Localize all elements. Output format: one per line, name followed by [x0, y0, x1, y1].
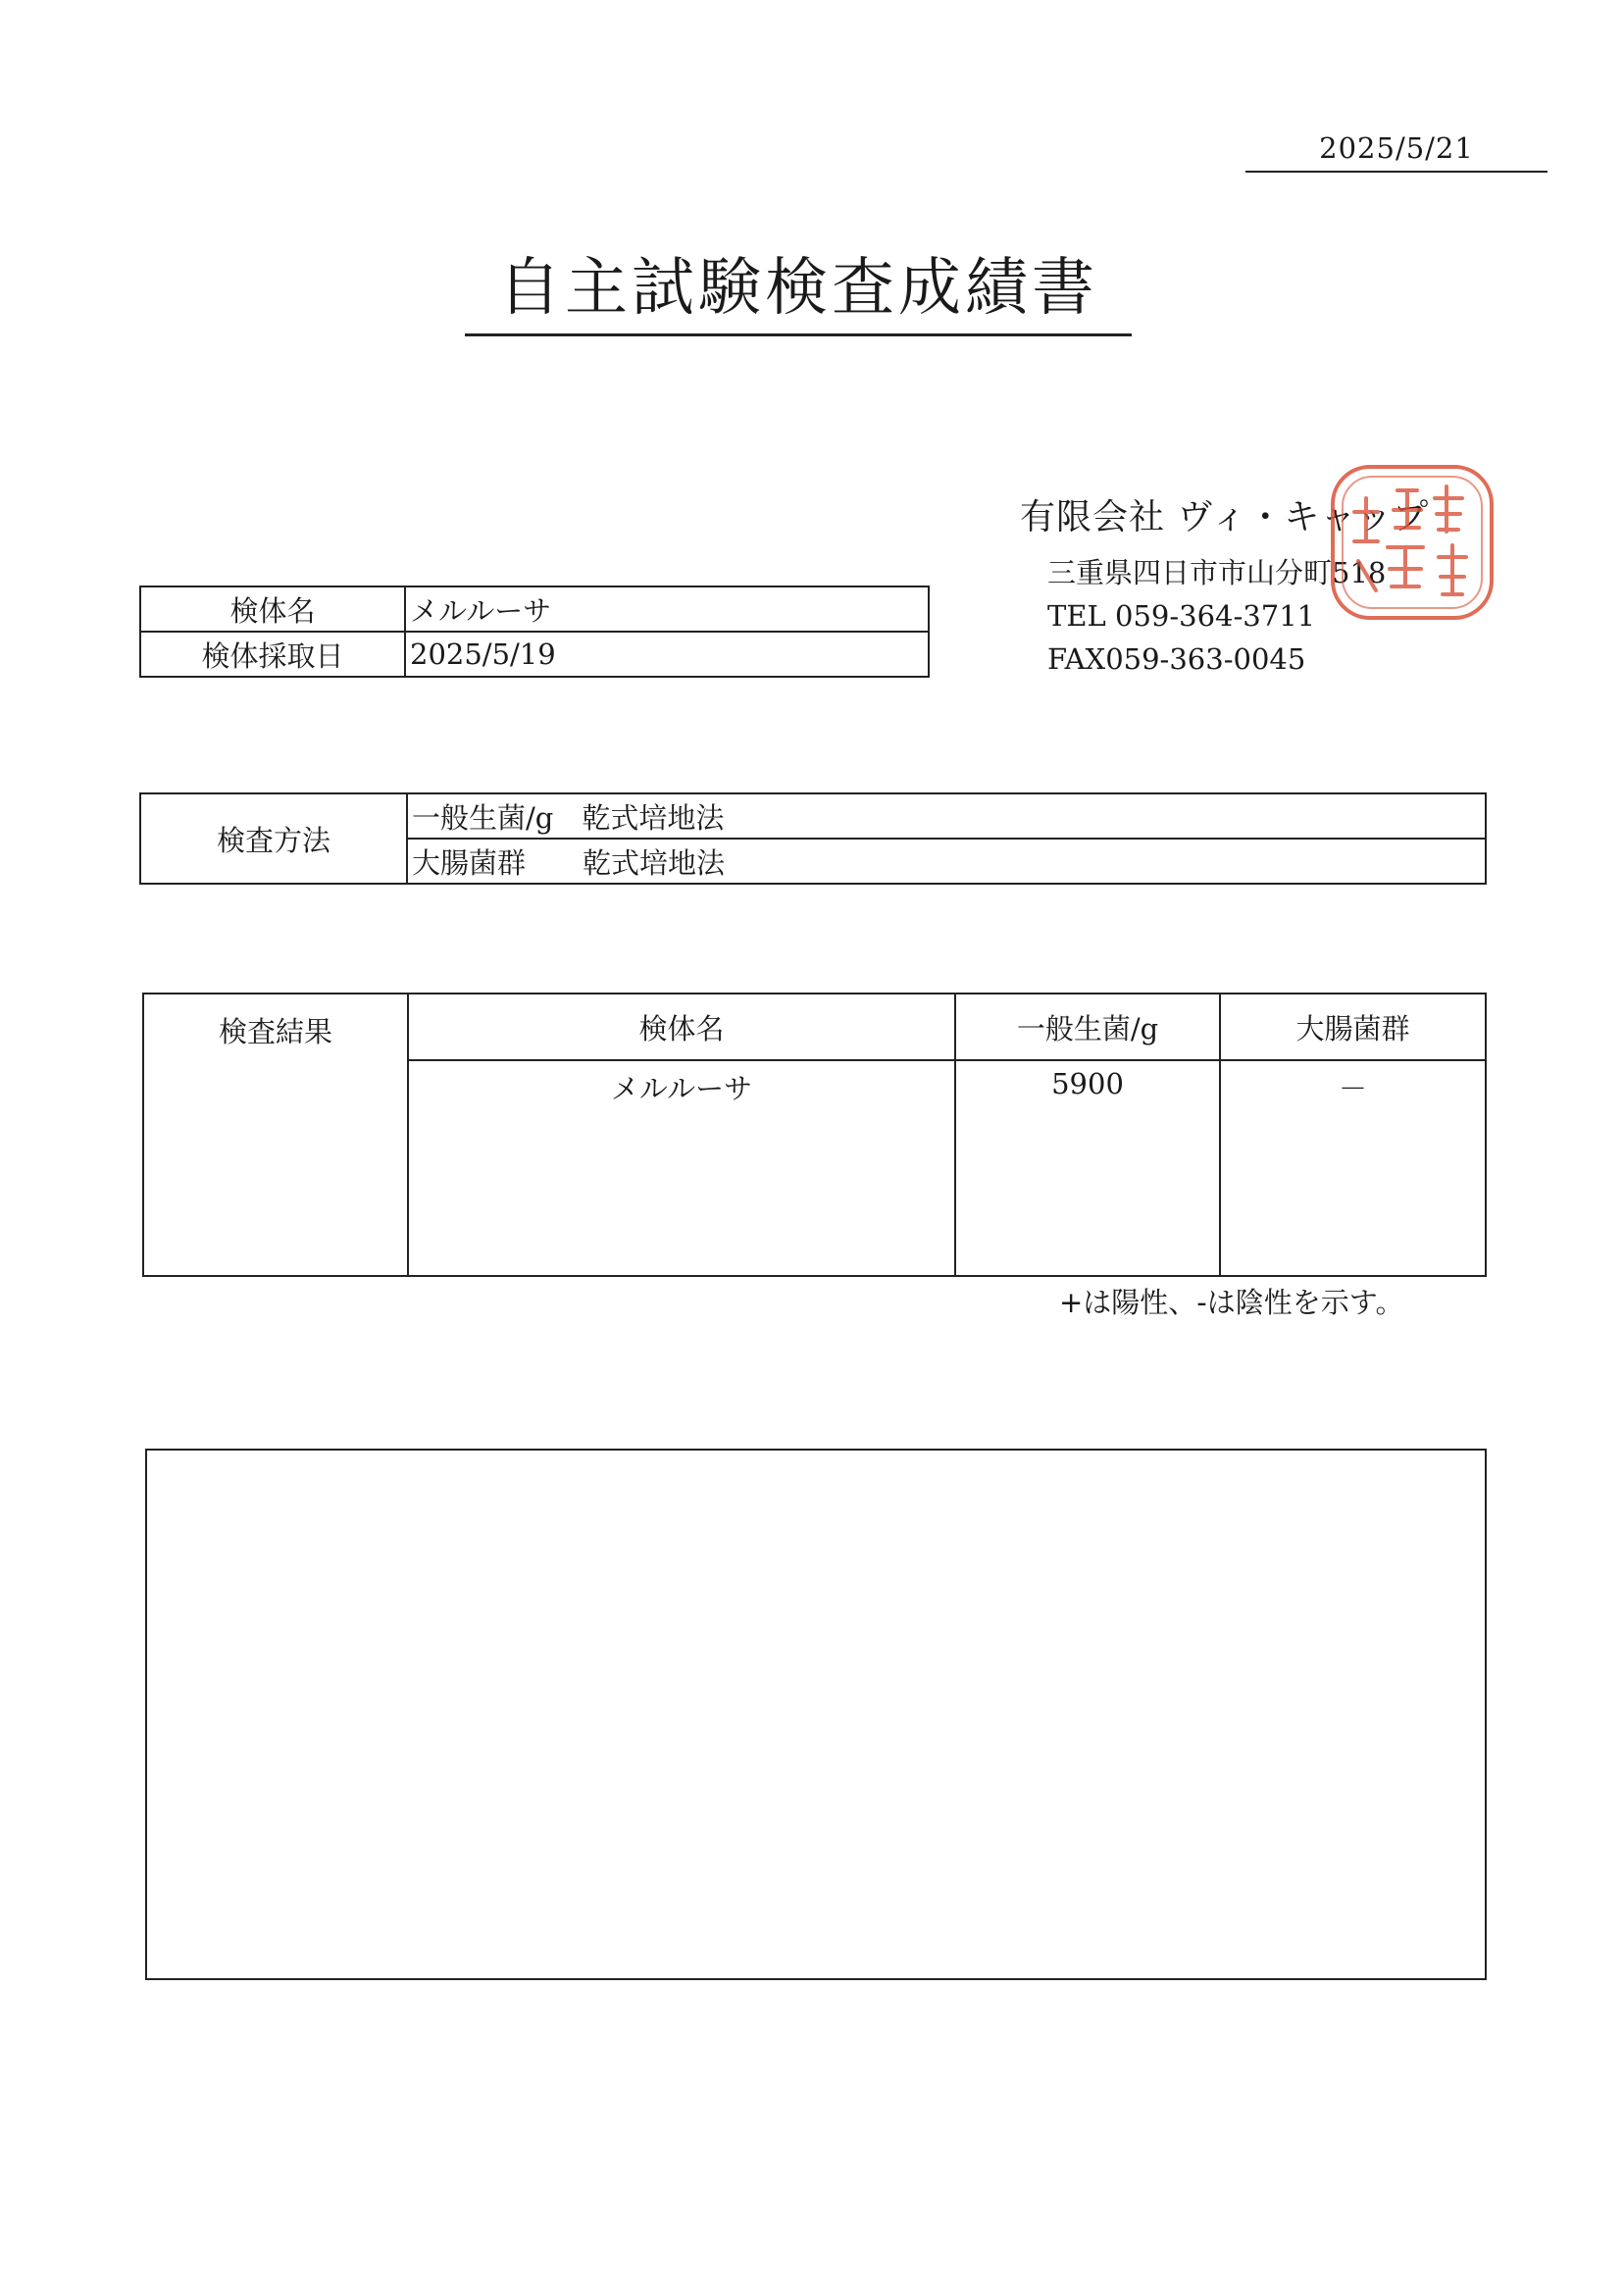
company-fax: FAX059-363-0045: [1047, 642, 1306, 676]
sample-date-value: 2025/5/19: [405, 632, 929, 677]
company-seal-stamp: [1329, 463, 1496, 622]
result-coliform: －: [1220, 1060, 1486, 1276]
sample-name-label: 検体名: [140, 586, 405, 632]
sample-name-value: メルルーサ: [405, 586, 929, 632]
sample-date-label: 検体採取日: [140, 632, 405, 677]
method-label: 検査方法: [140, 793, 407, 884]
document-title: 自主試験検査成績書: [465, 245, 1132, 336]
company-tel: TEL 059-364-3711: [1047, 599, 1316, 633]
method-row: 一般生菌/g 乾式培地法: [407, 793, 1486, 839]
sample-info-table: [139, 586, 930, 678]
method-row: 大腸菌群 乾式培地法: [407, 839, 1486, 884]
issue-date: 2025/5/21: [1245, 126, 1548, 173]
result-general-bacteria: 5900: [955, 1060, 1220, 1276]
test-results-table: [142, 993, 1487, 1277]
results-label: 検査結果: [143, 994, 408, 1276]
results-header-general-bacteria: 一般生菌/g: [955, 994, 1220, 1060]
results-header-sample-name: 検体名: [408, 994, 955, 1060]
test-method-table: [139, 792, 1487, 885]
results-header-coliform: 大腸菌群: [1220, 994, 1486, 1060]
result-sample-name: メルルーサ: [408, 1060, 955, 1276]
company-name: 有限会社 ヴィ・キャップ: [1020, 497, 1430, 537]
remarks-box: [145, 1449, 1487, 1980]
company-address: 三重県四日市市山分町518: [1047, 556, 1387, 589]
results-legend-note: +は陽性、-は陰性を示す。: [1059, 1286, 1404, 1319]
